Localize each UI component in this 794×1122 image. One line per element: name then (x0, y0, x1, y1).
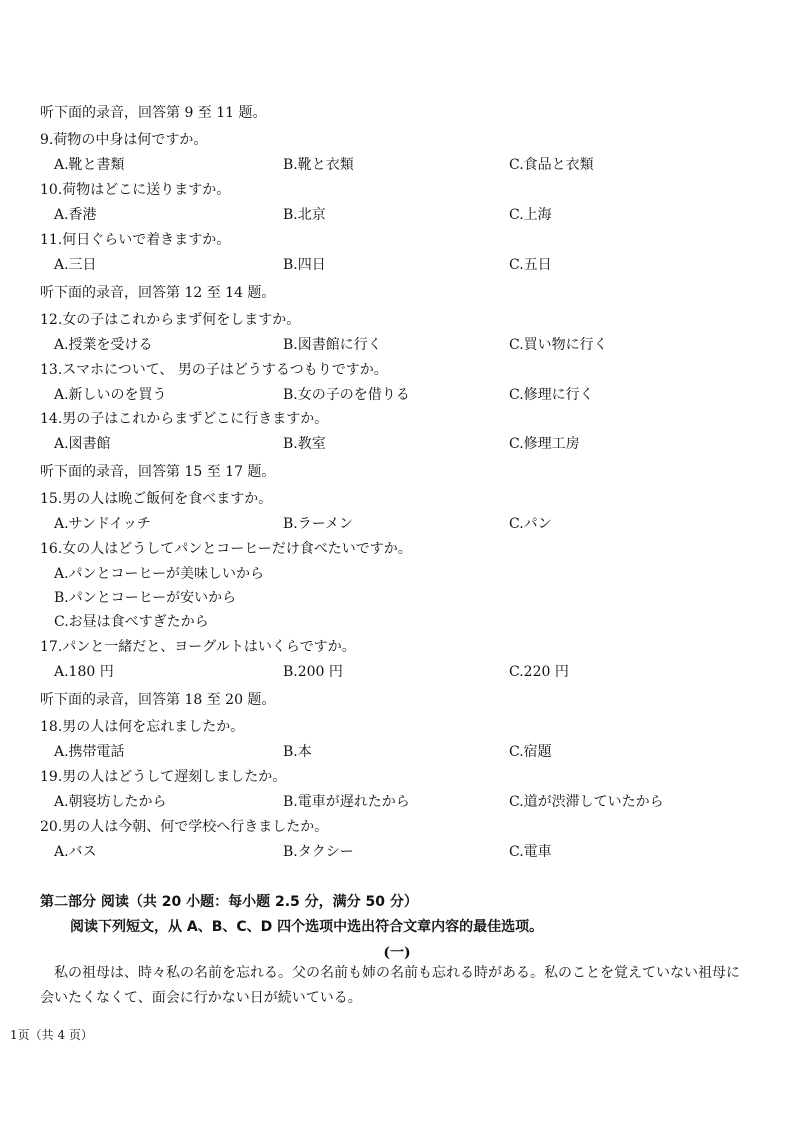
option-10b: B.北京 (283, 207, 326, 223)
group-instruction-18-20: 听下面的录音，回答第 18 至 20 题。 (40, 692, 276, 708)
passage-paragraph: 私の祖母は、時々私の名前を忘れる。父の名前も姉の名前も忘れる時がある。私のことを覚えていない祖母に会いたくなくて、面会に行かない日が続いている。 (40, 965, 740, 1006)
option-17b: B.200 円 (283, 664, 343, 680)
option-16a: A.パンとコーヒーが美味しいから (54, 566, 264, 582)
question-16: 16.女の人はどうしてパンとコーヒーだけ食べたいですか。 (40, 541, 412, 557)
option-14a: A.図書館 (54, 436, 111, 452)
option-12a: A.授業を受ける (54, 337, 153, 353)
option-13b: B.女の子のを借りる (283, 387, 410, 403)
option-19b: B.電車が遅れたから (283, 794, 410, 810)
option-17a: A.180 円 (54, 664, 114, 680)
option-10c: C.上海 (509, 207, 552, 223)
option-12c: C.買い物に行く (509, 337, 608, 353)
option-20b: B.タクシー (283, 844, 354, 860)
option-13a: A.新しいのを買う (54, 387, 167, 403)
option-9b: B.靴と衣類 (283, 157, 354, 173)
option-10a: A.香港 (54, 207, 97, 223)
option-15b: B.ラーメン (283, 516, 354, 532)
option-13c: C.修理に行く (509, 387, 594, 403)
option-9c: C.食品と衣類 (509, 157, 594, 173)
page-footer: 1页（共 4 页） (10, 1028, 93, 1042)
question-12: 12.女の子はこれからまず何をしますか。 (40, 312, 301, 328)
group-instruction-12-14: 听下面的录音，回答第 12 至 14 题。 (40, 285, 276, 301)
question-20: 20.男の人は今朝、何で学校へ行きましたか。 (40, 819, 329, 835)
option-18c: C.宿題 (509, 744, 552, 760)
option-15a: A.サンドイッチ (54, 516, 151, 532)
passage-number: (一) (383, 945, 411, 961)
reading-section-heading: 第二部分 阅读（共 20 小题：每小题 2.5 分，满分 50 分） (40, 894, 418, 910)
group-instruction-9-11: 听下面的录音，回答第 9 至 11 题。 (40, 105, 267, 121)
option-15c: C.パン (509, 516, 552, 532)
question-18: 18.男の人は何を忘れましたか。 (40, 719, 245, 735)
option-16c: C.お昼は食べすぎたから (54, 614, 209, 630)
option-11c: C.五日 (509, 257, 552, 273)
question-10: 10.荷物はどこに送りますか。 (40, 182, 231, 198)
option-19a: A.朝寝坊したから (54, 794, 167, 810)
question-13: 13.スマホについて、 男の子はどうするつもりですか。 (40, 362, 388, 378)
question-15: 15.男の人は晩ご飯何を食べますか。 (40, 491, 273, 507)
group-instruction-15-17: 听下面的录音，回答第 15 至 17 题。 (40, 464, 276, 480)
option-11a: A.三日 (54, 257, 97, 273)
option-14b: B.教室 (283, 436, 326, 452)
option-20c: C.電車 (509, 844, 552, 860)
option-18b: B.本 (283, 744, 312, 760)
question-19: 19.男の人はどうして遅刻しましたか。 (40, 769, 287, 785)
question-14: 14.男の子はこれからまずどこに行きますか。 (40, 411, 329, 427)
option-12b: B.図書館に行く (283, 337, 382, 353)
option-19c: C.道が渋滞していたから (509, 794, 664, 810)
reading-instruction: 阅读下列短文，从 A、B、C、D 四个选项中选出符合文章内容的最佳选项。 (70, 919, 544, 935)
option-18a: A.携帯電話 (54, 744, 125, 760)
question-11: 11.何日ぐらいで着きますか。 (40, 232, 231, 248)
option-20a: A.バス (54, 844, 97, 860)
option-14c: C.修理工房 (509, 436, 580, 452)
question-9: 9.荷物の中身は何ですか。 (40, 132, 208, 148)
question-17: 17.パンと一緒だと、ヨーグルトはいくらですか。 (40, 639, 356, 655)
option-11b: B.四日 (283, 257, 326, 273)
option-17c: C.220 円 (509, 664, 569, 680)
option-16b: B.パンとコーヒーが安いから (54, 590, 237, 606)
option-9a: A.靴と書類 (54, 157, 125, 173)
